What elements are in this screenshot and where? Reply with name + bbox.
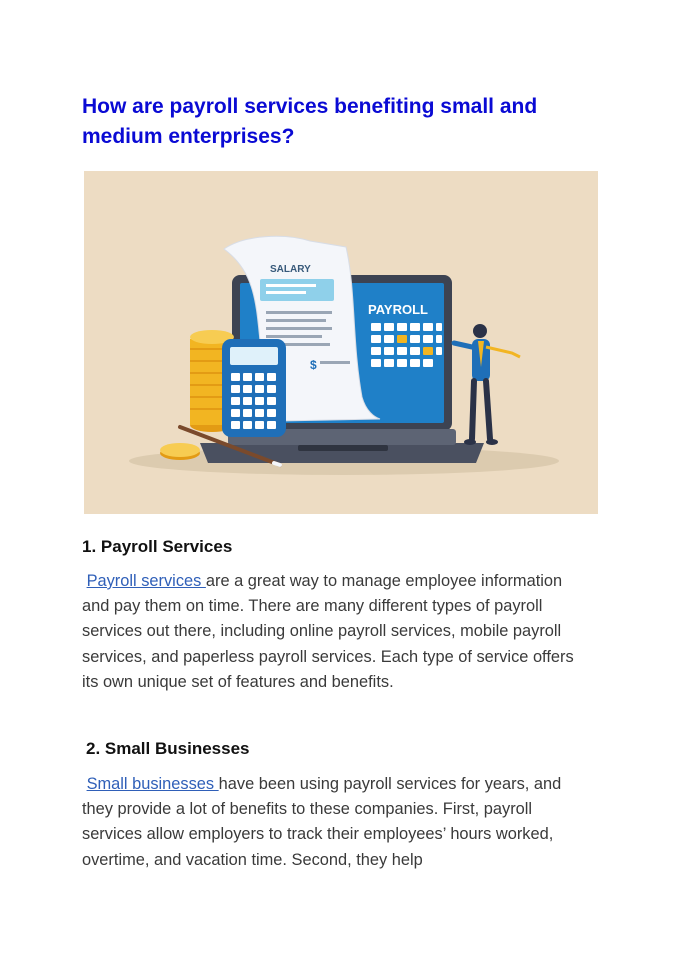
section-2-heading: 2. Small Businesses	[86, 739, 250, 758]
calculator-icon	[222, 339, 286, 437]
section-2-text: have been using payroll services for years, and they provide a lot of benefits to these companies. First, payroll services allow employers to track their employees’ hours worked, overtime, and vacation time. Second, they help	[82, 775, 562, 869]
dollar-sign: $	[310, 358, 317, 372]
section-1-heading: 1. Payroll Services	[82, 537, 233, 556]
section-1-paragraph	[82, 569, 582, 695]
section-1-text: are a great way to manage employee information and pay them on time. There are many different types of payroll services out there, including online payroll services, mobile payroll services, and paperless payroll services. Each type of service offers its own unique set of features and benefits.	[82, 572, 574, 691]
page-title: How are payroll services benefiting small and medium enterprises?	[82, 95, 538, 148]
payroll-screen-label: PAYROLL	[368, 302, 428, 317]
businessman-icon	[454, 324, 520, 445]
small-businesses-link[interactable]: Small businesses	[86, 775, 219, 793]
payroll-illustration-icon	[84, 171, 598, 514]
payroll-services-link[interactable]: Payroll services	[86, 572, 206, 590]
section-2-paragraph	[82, 772, 582, 873]
salary-paper-label: SALARY	[270, 264, 311, 275]
hero-illustration	[84, 171, 598, 514]
